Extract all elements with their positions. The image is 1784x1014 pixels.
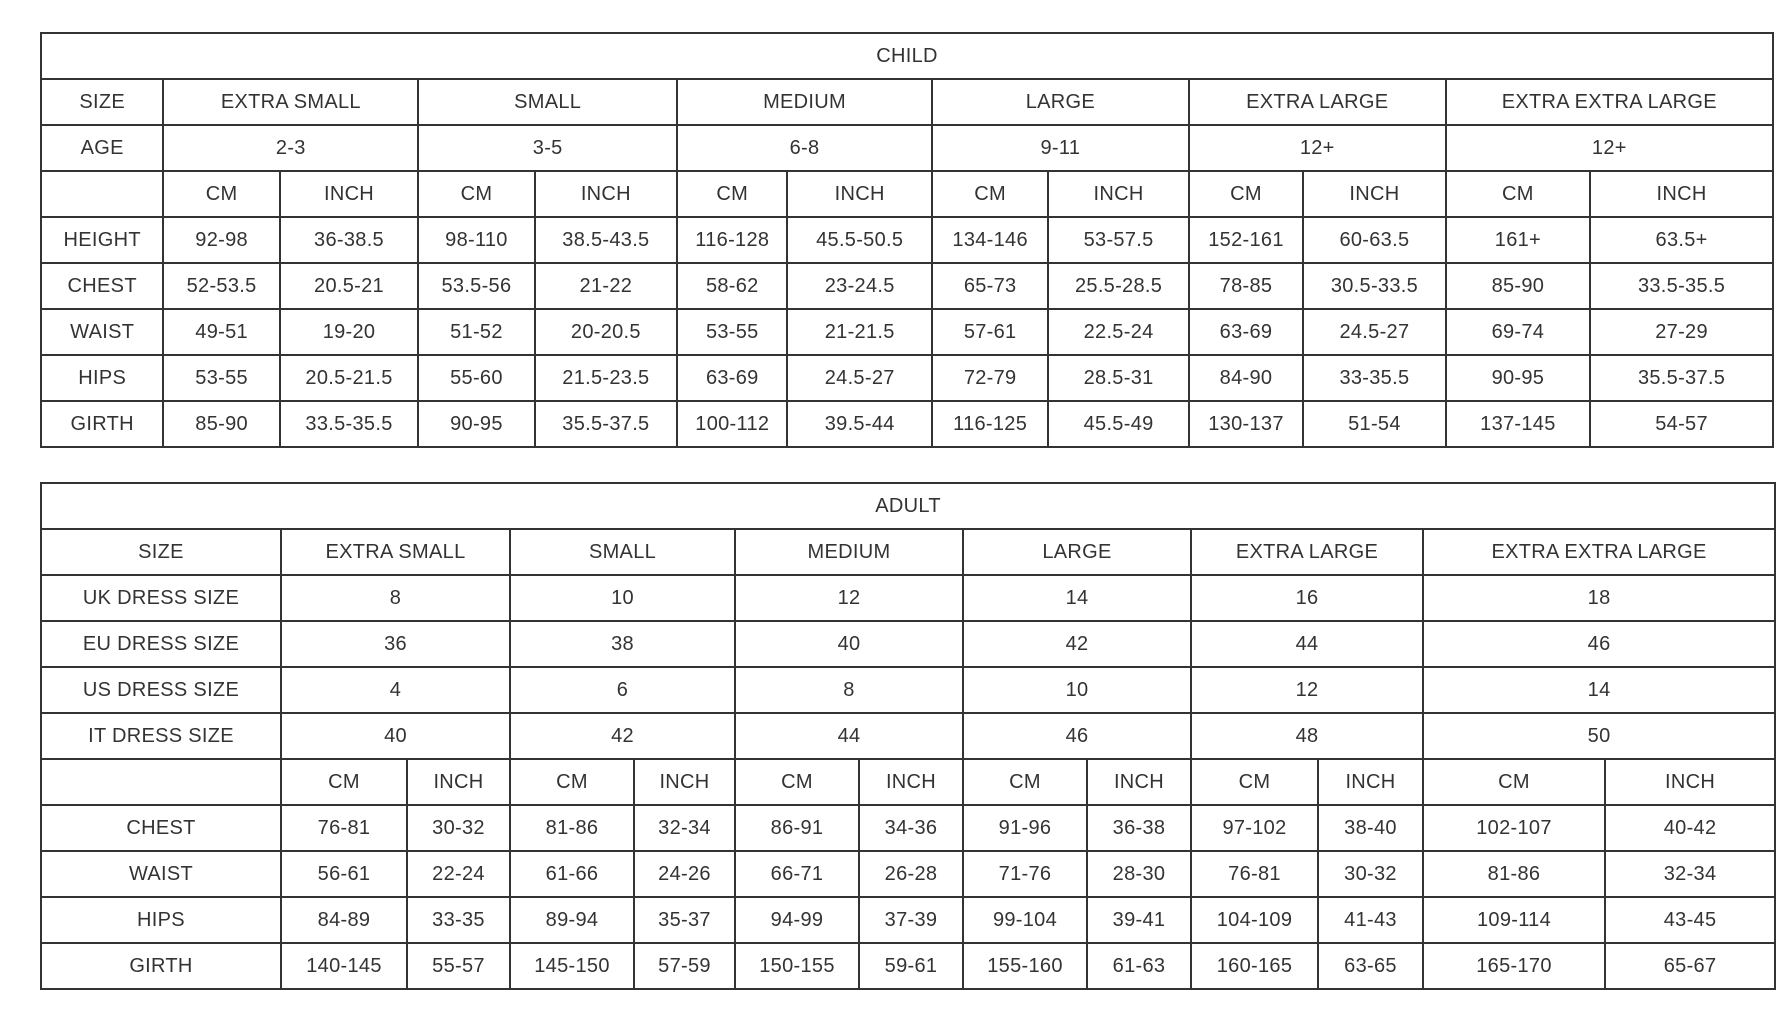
- value-cell: 40-42: [1605, 805, 1775, 851]
- value-cell: 23-24.5: [787, 263, 931, 309]
- adult-table-title: ADULT: [41, 483, 1775, 529]
- age-cell: 6-8: [677, 125, 932, 171]
- table-row: [41, 355, 1773, 401]
- age-cell: 9-11: [932, 125, 1189, 171]
- value-cell: 10: [963, 667, 1191, 713]
- table-row: [41, 851, 1775, 897]
- value-cell: 22.5-24: [1048, 309, 1188, 355]
- table-row: [41, 263, 1773, 309]
- row-label: HIPS: [41, 355, 163, 401]
- adult-title-row: [41, 483, 1775, 529]
- value-cell: 24-26: [634, 851, 735, 897]
- value-cell: 36: [281, 621, 510, 667]
- table-row: [41, 621, 1775, 667]
- value-cell: 84-89: [281, 897, 407, 943]
- value-cell: 57-59: [634, 943, 735, 989]
- value-cell: 116-125: [932, 401, 1048, 447]
- value-cell: 26-28: [859, 851, 963, 897]
- value-cell: 6: [510, 667, 735, 713]
- value-cell: 58-62: [677, 263, 787, 309]
- unit-cell: INCH: [1303, 171, 1445, 217]
- value-cell: 99-104: [963, 897, 1087, 943]
- value-cell: 60-63.5: [1303, 217, 1445, 263]
- unit-cell: CM: [418, 171, 534, 217]
- row-label: HIPS: [41, 897, 281, 943]
- value-cell: 72-79: [932, 355, 1048, 401]
- size-header: LARGE: [932, 79, 1189, 125]
- value-cell: 109-114: [1423, 897, 1605, 943]
- value-cell: 51-52: [418, 309, 534, 355]
- unit-cell: CM: [932, 171, 1048, 217]
- value-cell: 53-55: [677, 309, 787, 355]
- size-header: LARGE: [963, 529, 1191, 575]
- value-cell: 51-54: [1303, 401, 1445, 447]
- value-cell: 33-35.5: [1303, 355, 1445, 401]
- unit-cell: CM: [1446, 171, 1590, 217]
- value-cell: 155-160: [963, 943, 1087, 989]
- unit-cell: INCH: [1318, 759, 1423, 805]
- value-cell: 53-57.5: [1048, 217, 1188, 263]
- value-cell: 28-30: [1087, 851, 1191, 897]
- child-title-row: [41, 33, 1773, 79]
- value-cell: 39.5-44: [787, 401, 931, 447]
- row-label: GIRTH: [41, 401, 163, 447]
- size-header: EXTRA SMALL: [281, 529, 510, 575]
- empty-cell: [41, 171, 163, 217]
- row-label: WAIST: [41, 309, 163, 355]
- value-cell: 98-110: [418, 217, 534, 263]
- unit-cell: INCH: [859, 759, 963, 805]
- child-size-row: [41, 79, 1773, 125]
- value-cell: 90-95: [1446, 355, 1590, 401]
- value-cell: 42: [963, 621, 1191, 667]
- value-cell: 130-137: [1189, 401, 1303, 447]
- value-cell: 116-128: [677, 217, 787, 263]
- value-cell: 61-66: [510, 851, 634, 897]
- row-label: EU DRESS SIZE: [41, 621, 281, 667]
- value-cell: 24.5-27: [787, 355, 931, 401]
- value-cell: 20.5-21: [280, 263, 418, 309]
- value-cell: 46: [963, 713, 1191, 759]
- value-cell: 161+: [1446, 217, 1590, 263]
- value-cell: 63.5+: [1590, 217, 1773, 263]
- size-header: EXTRA EXTRA LARGE: [1423, 529, 1775, 575]
- value-cell: 27-29: [1590, 309, 1773, 355]
- value-cell: 160-165: [1191, 943, 1318, 989]
- table-row: [41, 667, 1775, 713]
- value-cell: 45.5-49: [1048, 401, 1188, 447]
- row-label: UK DRESS SIZE: [41, 575, 281, 621]
- value-cell: 32-34: [1605, 851, 1775, 897]
- unit-cell: INCH: [1048, 171, 1188, 217]
- value-cell: 10: [510, 575, 735, 621]
- value-cell: 81-86: [510, 805, 634, 851]
- value-cell: 46: [1423, 621, 1775, 667]
- row-label: SIZE: [41, 529, 281, 575]
- value-cell: 44: [1191, 621, 1423, 667]
- row-label: HEIGHT: [41, 217, 163, 263]
- value-cell: 104-109: [1191, 897, 1318, 943]
- value-cell: 40: [735, 621, 963, 667]
- value-cell: 30.5-33.5: [1303, 263, 1445, 309]
- value-cell: 49-51: [163, 309, 279, 355]
- value-cell: 100-112: [677, 401, 787, 447]
- unit-cell: INCH: [1590, 171, 1773, 217]
- value-cell: 40: [281, 713, 510, 759]
- value-cell: 92-98: [163, 217, 279, 263]
- value-cell: 63-69: [677, 355, 787, 401]
- table-row: [41, 713, 1775, 759]
- child-unit-row: [41, 171, 1773, 217]
- value-cell: 81-86: [1423, 851, 1605, 897]
- row-label: CHEST: [41, 263, 163, 309]
- unit-cell: INCH: [787, 171, 931, 217]
- value-cell: 4: [281, 667, 510, 713]
- size-header: EXTRA LARGE: [1189, 79, 1446, 125]
- value-cell: 8: [281, 575, 510, 621]
- value-cell: 41-43: [1318, 897, 1423, 943]
- size-header: MEDIUM: [677, 79, 932, 125]
- value-cell: 145-150: [510, 943, 634, 989]
- value-cell: 32-34: [634, 805, 735, 851]
- value-cell: 25.5-28.5: [1048, 263, 1188, 309]
- unit-cell: CM: [1191, 759, 1318, 805]
- value-cell: 42: [510, 713, 735, 759]
- value-cell: 102-107: [1423, 805, 1605, 851]
- value-cell: 35.5-37.5: [535, 401, 677, 447]
- value-cell: 152-161: [1189, 217, 1303, 263]
- value-cell: 94-99: [735, 897, 859, 943]
- value-cell: 20-20.5: [535, 309, 677, 355]
- value-cell: 38.5-43.5: [535, 217, 677, 263]
- value-cell: 34-36: [859, 805, 963, 851]
- value-cell: 54-57: [1590, 401, 1773, 447]
- value-cell: 33.5-35.5: [1590, 263, 1773, 309]
- value-cell: 43-45: [1605, 897, 1775, 943]
- unit-cell: INCH: [280, 171, 418, 217]
- value-cell: 69-74: [1446, 309, 1590, 355]
- size-header: SMALL: [510, 529, 735, 575]
- value-cell: 53.5-56: [418, 263, 534, 309]
- value-cell: 24.5-27: [1303, 309, 1445, 355]
- value-cell: 50: [1423, 713, 1775, 759]
- value-cell: 30-32: [407, 805, 510, 851]
- value-cell: 28.5-31: [1048, 355, 1188, 401]
- child-size-table: [40, 32, 1774, 448]
- value-cell: 55-60: [418, 355, 534, 401]
- value-cell: 44: [735, 713, 963, 759]
- value-cell: 65-73: [932, 263, 1048, 309]
- value-cell: 14: [963, 575, 1191, 621]
- row-label: IT DRESS SIZE: [41, 713, 281, 759]
- value-cell: 134-146: [932, 217, 1048, 263]
- value-cell: 55-57: [407, 943, 510, 989]
- row-label: AGE: [41, 125, 163, 171]
- value-cell: 48: [1191, 713, 1423, 759]
- child-table-title: CHILD: [41, 33, 1773, 79]
- value-cell: 35-37: [634, 897, 735, 943]
- value-cell: 52-53.5: [163, 263, 279, 309]
- value-cell: 56-61: [281, 851, 407, 897]
- value-cell: 140-145: [281, 943, 407, 989]
- row-label: US DRESS SIZE: [41, 667, 281, 713]
- unit-cell: CM: [963, 759, 1087, 805]
- value-cell: 165-170: [1423, 943, 1605, 989]
- value-cell: 33-35: [407, 897, 510, 943]
- value-cell: 59-61: [859, 943, 963, 989]
- value-cell: 36-38: [1087, 805, 1191, 851]
- value-cell: 39-41: [1087, 897, 1191, 943]
- value-cell: 150-155: [735, 943, 859, 989]
- value-cell: 33.5-35.5: [280, 401, 418, 447]
- unit-cell: INCH: [1605, 759, 1775, 805]
- unit-cell: INCH: [535, 171, 677, 217]
- unit-cell: CM: [735, 759, 859, 805]
- table-row: [41, 575, 1775, 621]
- value-cell: 36-38.5: [280, 217, 418, 263]
- unit-cell: INCH: [1087, 759, 1191, 805]
- value-cell: 76-81: [1191, 851, 1318, 897]
- table-row: [41, 401, 1773, 447]
- unit-cell: CM: [163, 171, 279, 217]
- row-label: GIRTH: [41, 943, 281, 989]
- value-cell: 78-85: [1189, 263, 1303, 309]
- value-cell: 76-81: [281, 805, 407, 851]
- size-header: EXTRA SMALL: [163, 79, 418, 125]
- value-cell: 21-21.5: [787, 309, 931, 355]
- value-cell: 86-91: [735, 805, 859, 851]
- value-cell: 16: [1191, 575, 1423, 621]
- value-cell: 53-55: [163, 355, 279, 401]
- value-cell: 89-94: [510, 897, 634, 943]
- value-cell: 85-90: [163, 401, 279, 447]
- value-cell: 61-63: [1087, 943, 1191, 989]
- unit-cell: CM: [1423, 759, 1605, 805]
- row-label: SIZE: [41, 79, 163, 125]
- value-cell: 63-65: [1318, 943, 1423, 989]
- value-cell: 85-90: [1446, 263, 1590, 309]
- table-row: [41, 897, 1775, 943]
- unit-cell: CM: [677, 171, 787, 217]
- value-cell: 14: [1423, 667, 1775, 713]
- adult-size-table: [40, 482, 1776, 990]
- value-cell: 63-69: [1189, 309, 1303, 355]
- value-cell: 12: [735, 575, 963, 621]
- age-cell: 12+: [1189, 125, 1446, 171]
- unit-cell: INCH: [407, 759, 510, 805]
- value-cell: 19-20: [280, 309, 418, 355]
- empty-cell: [41, 759, 281, 805]
- row-label: CHEST: [41, 805, 281, 851]
- value-cell: 20.5-21.5: [280, 355, 418, 401]
- size-header: SMALL: [418, 79, 677, 125]
- value-cell: 71-76: [963, 851, 1087, 897]
- value-cell: 84-90: [1189, 355, 1303, 401]
- unit-cell: CM: [510, 759, 634, 805]
- size-header: MEDIUM: [735, 529, 963, 575]
- value-cell: 21-22: [535, 263, 677, 309]
- value-cell: 12: [1191, 667, 1423, 713]
- value-cell: 65-67: [1605, 943, 1775, 989]
- value-cell: 30-32: [1318, 851, 1423, 897]
- value-cell: 8: [735, 667, 963, 713]
- value-cell: 38: [510, 621, 735, 667]
- unit-cell: INCH: [634, 759, 735, 805]
- child-age-row: [41, 125, 1773, 171]
- age-cell: 2-3: [163, 125, 418, 171]
- value-cell: 45.5-50.5: [787, 217, 931, 263]
- value-cell: 137-145: [1446, 401, 1590, 447]
- row-label: WAIST: [41, 851, 281, 897]
- value-cell: 18: [1423, 575, 1775, 621]
- adult-size-row: [41, 529, 1775, 575]
- value-cell: 91-96: [963, 805, 1087, 851]
- value-cell: 90-95: [418, 401, 534, 447]
- size-header: EXTRA LARGE: [1191, 529, 1423, 575]
- unit-cell: CM: [1189, 171, 1303, 217]
- value-cell: 57-61: [932, 309, 1048, 355]
- value-cell: 21.5-23.5: [535, 355, 677, 401]
- size-header: EXTRA EXTRA LARGE: [1446, 79, 1773, 125]
- unit-cell: CM: [281, 759, 407, 805]
- table-row: [41, 805, 1775, 851]
- age-cell: 12+: [1446, 125, 1773, 171]
- adult-unit-row: [41, 759, 1775, 805]
- value-cell: 35.5-37.5: [1590, 355, 1773, 401]
- value-cell: 97-102: [1191, 805, 1318, 851]
- table-row: [41, 309, 1773, 355]
- table-row: [41, 943, 1775, 989]
- value-cell: 38-40: [1318, 805, 1423, 851]
- value-cell: 37-39: [859, 897, 963, 943]
- age-cell: 3-5: [418, 125, 677, 171]
- value-cell: 22-24: [407, 851, 510, 897]
- value-cell: 66-71: [735, 851, 859, 897]
- table-row: [41, 217, 1773, 263]
